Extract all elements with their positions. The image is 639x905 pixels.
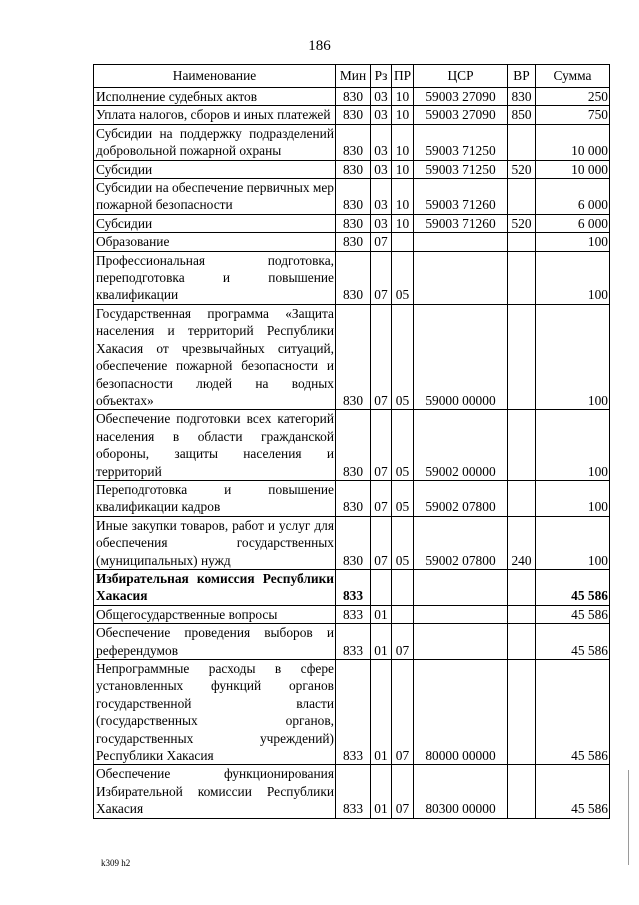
cell-min: 830: [336, 410, 371, 481]
cell-vr: 850: [508, 106, 536, 124]
cell-min: 830: [336, 304, 371, 409]
cell-name: Обеспечение проведения выборов и референдумов: [94, 624, 336, 660]
cell-vr: [508, 410, 536, 481]
cell-min: 833: [336, 765, 371, 818]
table-header-row: [94, 65, 610, 88]
cell-csr: 59003 27090: [414, 88, 508, 106]
cell-name: Уплата налогов, сборов и иных платежей: [94, 106, 336, 124]
cell-sum: 45 586: [536, 660, 610, 765]
cell-rz: 07: [371, 251, 392, 304]
cell-vr: [508, 124, 536, 160]
cell-csr: 59002 00000: [414, 410, 508, 481]
cell-min: 830: [336, 179, 371, 215]
cell-sum: 100: [536, 304, 610, 409]
cell-vr: [508, 605, 536, 623]
header-csr: ЦСР: [414, 65, 508, 88]
table-body: [94, 88, 610, 819]
cell-sum: 100: [536, 410, 610, 481]
cell-name: Субсидии: [94, 214, 336, 232]
cell-pr: 10: [392, 106, 414, 124]
cell-vr: 520: [508, 160, 536, 178]
cell-pr: 05: [392, 251, 414, 304]
cell-vr: [508, 179, 536, 215]
cell-min: 830: [336, 516, 371, 569]
cell-name: Исполнение судебных актов: [94, 88, 336, 106]
cell-rz: 01: [371, 660, 392, 765]
cell-sum: 10 000: [536, 124, 610, 160]
cell-vr: 830: [508, 88, 536, 106]
cell-pr: [392, 605, 414, 623]
cell-min: 830: [336, 480, 371, 516]
cell-vr: [508, 660, 536, 765]
cell-csr: [414, 624, 508, 660]
cell-rz: 03: [371, 124, 392, 160]
header-sum: Сумма: [536, 65, 610, 88]
cell-sum: 100: [536, 233, 610, 251]
cell-csr: 59003 27090: [414, 106, 508, 124]
cell-vr: [508, 480, 536, 516]
table-row: [94, 179, 610, 215]
cell-min: 833: [336, 624, 371, 660]
cell-csr: [414, 569, 508, 605]
cell-pr: [392, 569, 414, 605]
cell-pr: 10: [392, 160, 414, 178]
cell-vr: [508, 251, 536, 304]
header-rz: Рз: [371, 65, 392, 88]
cell-min: 833: [336, 569, 371, 605]
cell-name: Субсидии: [94, 160, 336, 178]
cell-vr: [508, 765, 536, 818]
header-min: Мин: [336, 65, 371, 88]
cell-sum: 250: [536, 88, 610, 106]
cell-rz: 01: [371, 624, 392, 660]
cell-vr: 240: [508, 516, 536, 569]
cell-rz: 07: [371, 480, 392, 516]
table-row: [94, 765, 610, 818]
cell-rz: 03: [371, 88, 392, 106]
cell-min: 830: [336, 251, 371, 304]
cell-name: Переподготовка и повышение квалификации кадров: [94, 480, 336, 516]
cell-csr: 59002 07800: [414, 480, 508, 516]
cell-sum: 6 000: [536, 214, 610, 232]
cell-csr: 59003 71260: [414, 214, 508, 232]
cell-pr: 10: [392, 124, 414, 160]
cell-name: Общегосударственные вопросы: [94, 605, 336, 623]
cell-sum: 45 586: [536, 569, 610, 605]
cell-min: 830: [336, 214, 371, 232]
table-row: [94, 88, 610, 106]
header-vr: ВР: [508, 65, 536, 88]
cell-name: Субсидии на поддержку подразделений добровольной пожарной охраны: [94, 124, 336, 160]
cell-rz: 07: [371, 410, 392, 481]
table-row: [94, 660, 610, 765]
cell-pr: 05: [392, 304, 414, 409]
cell-rz: 01: [371, 765, 392, 818]
table-row: [94, 124, 610, 160]
cell-vr: [508, 233, 536, 251]
cell-min: 830: [336, 233, 371, 251]
cell-pr: 10: [392, 214, 414, 232]
table-row: [94, 410, 610, 481]
cell-vr: [508, 569, 536, 605]
cell-rz: [371, 569, 392, 605]
table-row: [94, 233, 610, 251]
cell-rz: 03: [371, 179, 392, 215]
cell-name: Непрограммные расходы в сфере установленных функций органов государственной власти (государственных органов, государственных учреждений) Республики Хакасия: [94, 660, 336, 765]
table-row: [94, 516, 610, 569]
cell-min: 830: [336, 106, 371, 124]
cell-sum: 6 000: [536, 179, 610, 215]
cell-pr: 10: [392, 179, 414, 215]
header-pr: ПР: [392, 65, 414, 88]
cell-name: Обеспечение подготовки всех категорий населения в области гражданской обороны, защиты населения и территорий: [94, 410, 336, 481]
cell-name: Избирательная комиссия Республики Хакасия: [94, 569, 336, 605]
cell-pr: 05: [392, 516, 414, 569]
cell-rz: 03: [371, 160, 392, 178]
scan-edge-mark: [628, 770, 629, 865]
cell-name: Государственная программа «Защита населения и территорий Республики Хакасия от чрезвычайных ситуаций, обеспечение пожарной безопасности и безопасности людей на водных объектах»: [94, 304, 336, 409]
cell-csr: 59000 00000: [414, 304, 508, 409]
cell-pr: 05: [392, 480, 414, 516]
table-row: [94, 160, 610, 178]
cell-pr: 10: [392, 88, 414, 106]
cell-csr: 80000 00000: [414, 660, 508, 765]
footer-code: k309 h2: [101, 858, 131, 868]
cell-min: 830: [336, 160, 371, 178]
cell-pr: 07: [392, 660, 414, 765]
cell-rz: 07: [371, 233, 392, 251]
cell-csr: [414, 251, 508, 304]
cell-csr: 80300 00000: [414, 765, 508, 818]
cell-min: 833: [336, 660, 371, 765]
table-row: [94, 304, 610, 409]
cell-sum: 100: [536, 516, 610, 569]
budget-table: [93, 64, 610, 819]
cell-name: Иные закупки товаров, работ и услуг для обеспечения государственных (муниципальных) нужд: [94, 516, 336, 569]
cell-pr: 05: [392, 410, 414, 481]
cell-rz: 07: [371, 516, 392, 569]
cell-vr: [508, 624, 536, 660]
table-row: [94, 251, 610, 304]
cell-name: Субсидии на обеспечение первичных мер пожарной безопасности: [94, 179, 336, 215]
cell-sum: 10 000: [536, 160, 610, 178]
cell-rz: 07: [371, 304, 392, 409]
header-name: Наименование: [94, 65, 336, 88]
cell-sum: 45 586: [536, 765, 610, 818]
cell-pr: [392, 233, 414, 251]
table-row: [94, 605, 610, 623]
table-row: [94, 106, 610, 124]
cell-sum: 750: [536, 106, 610, 124]
cell-csr: 59003 71250: [414, 124, 508, 160]
cell-vr: 520: [508, 214, 536, 232]
cell-csr: 59002 07800: [414, 516, 508, 569]
cell-min: 833: [336, 605, 371, 623]
table-row: [94, 480, 610, 516]
cell-csr: [414, 605, 508, 623]
table-row: [94, 214, 610, 232]
cell-sum: 45 586: [536, 605, 610, 623]
cell-csr: 59003 71250: [414, 160, 508, 178]
cell-name: Образование: [94, 233, 336, 251]
page-number: 186: [308, 38, 331, 54]
cell-name: Профессиональная подготовка, переподготовка и повышение квалификации: [94, 251, 336, 304]
cell-name: Обеспечение функционирования Избирательной комиссии Республики Хакасия: [94, 765, 336, 818]
cell-min: 830: [336, 88, 371, 106]
table-row: [94, 569, 610, 605]
cell-rz: 01: [371, 605, 392, 623]
cell-csr: [414, 233, 508, 251]
cell-sum: 100: [536, 480, 610, 516]
cell-rz: 03: [371, 214, 392, 232]
cell-pr: 07: [392, 624, 414, 660]
cell-sum: 45 586: [536, 624, 610, 660]
cell-csr: 59003 71260: [414, 179, 508, 215]
cell-vr: [508, 304, 536, 409]
cell-pr: 07: [392, 765, 414, 818]
table-row: [94, 624, 610, 660]
cell-min: 830: [336, 124, 371, 160]
cell-sum: 100: [536, 251, 610, 304]
cell-rz: 03: [371, 106, 392, 124]
